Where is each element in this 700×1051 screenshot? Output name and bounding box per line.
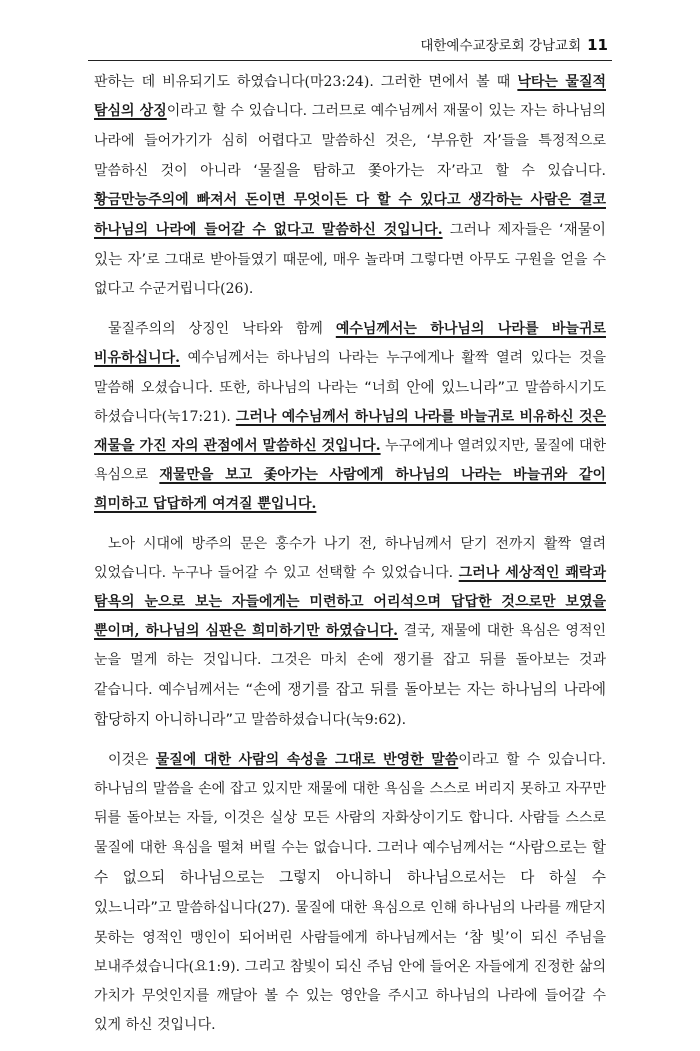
- emphasis-text: 낙타는 물질적 탐심의 상징: [94, 74, 606, 119]
- text-run: 고 말씀하셨습니다(눅9:62).: [233, 712, 407, 728]
- paragraph: [94, 315, 606, 519]
- text-run: 노아 시대에 방주의 문은 홍수가 나기 전, 하나님께서 닫기 전까지 활짝 열려 있었습니다. 누구나 들어갈 수 있고 선택할 수 있었습니다.: [94, 536, 606, 581]
- paragraph: [94, 68, 606, 304]
- text-run: 판하는 데 비유되기도 하였습니다(마23:24). 그러한 면에서 볼 때: [94, 74, 518, 90]
- emphasis-text: 재물만을 보고 좇아가는 사람에게 하나님의 나라는 바늘귀와 같이 희미하고 답답하게 여겨질 뿐입니다.: [94, 467, 607, 512]
- text-run: 결국, 재물에 대한 욕심은 영적인 눈을 멀게 하는 것입니다. 그것은 마치 손에 쟁기를 잡고 뒤를 돌아보는 것과 같습니다. 예수님께서는: [94, 623, 606, 698]
- text-run: 누구에게나 열려있지만, 물질에 대한 욕심으로: [94, 438, 606, 483]
- text-run: 물질주의의 상징인 낙타와 함께: [108, 321, 336, 337]
- text-run: 그러나 제자들은: [442, 222, 560, 238]
- text-run: 들을 특정적으로 말씀하신 것이 아니라: [94, 133, 606, 179]
- text-run: 라고 할 수 있습니다.: [455, 163, 606, 179]
- emphasis-text: 황금만능주의에 빠져서 돈이면 무엇이든 다 할 수 있다고 생각하는 사람은 결코 하나님의 나라에 들어갈 수 없다고 말씀하신 것입니다.: [94, 192, 606, 238]
- text-run: 예수님께서는 하나님의 나라는 누구에게나 활짝 열려 있다는 것을 말씀해 오셨습니다. 또한, 하나님의 나라는: [94, 350, 606, 396]
- quoted-text: ‘재물이 있는 자’: [94, 221, 606, 268]
- quoted-text: ‘물질을 탐하고 쫓아가는 자’: [253, 162, 456, 179]
- emphasis-text: 그러나 세상적인 쾌락과 탐욕의 눈으로 보는 자들에게는 미련하고 어리석으며 답답한 것으로만 보였을 뿐이며, 하나님의 심판은 희미하기만 하였습니다.: [94, 565, 606, 639]
- quoted-text: ‘부유한 자’: [426, 132, 502, 149]
- church-name: 대한예수교장로회 강남교회: [420, 38, 582, 54]
- text-run: 고 말씀하시기도 하셨습니다(눅17:21).: [94, 380, 606, 425]
- text-run: 이라고 할 수 있습니다. 그러므로 예수님께서 재물이 있는 자는 하나님의 나라에 들어가기가 심히 어렵다고 말씀하신 것은,: [94, 103, 606, 149]
- text-run: 이것은: [108, 752, 156, 768]
- paragraph: [94, 746, 606, 1040]
- text-run: 로 그대로 받아들였기 때문에, 매우 놀라며 그렇다면 아무도 구원을 얻을 수 없다고 수군거립니다(26).: [94, 252, 606, 297]
- emphasis-text: 그러나 예수님께서 하나님의 나라를 바늘귀로 비유하신 것은 재물을 가진 자의 관점에서 말씀하신 것입니다.: [94, 409, 606, 454]
- text-run: 이 되신 주님을 보내주셨습니다(요1:9). 그리고 참빛이 되신 주님 안에 들어온 자들에게 진정한 삶의 가치가 무엇인지를 깨달아 볼 수 있는 영안을 주시고 하나님의 나라에 들어갈 수 있게 하신 것입니다.: [94, 930, 606, 1033]
- quoted-text: ‘참 빛’: [464, 929, 510, 946]
- text-run: 이라고 할 수 있습니다. 하나님의 말씀을 손에 잡고 있지만 재물에 대한 욕심을 스스로 버리지 못하고 자꾸만 뒤를 돌아보는 자들, 이것은 실상 모든 사람의 자화상이기도 합니다. 사람들 스스로 물질에 대한 욕심을 떨쳐 버릴 수는 없습니다. 그러나 예수님께서는: [94, 752, 606, 856]
- quoted-text: “사람으로는 할 수 없으되 하나님으로는 그렇지 아니하니 하나님으로서는 다 하실 수 있느니라”: [94, 839, 606, 916]
- running-header: [420, 34, 608, 54]
- quoted-text: “손에 쟁기를 잡고 뒤를 돌아보는 자는 하나님의 나라에 합당하지 아니하니라”: [94, 681, 606, 728]
- emphasis-text: 물질에 대한 사람의 속성을 그대로 반영한 말씀: [155, 752, 459, 768]
- emphasis-text: 예수님께서는 하나님의 나라를 바늘귀로 비유하십니다.: [94, 321, 606, 366]
- paragraph: [94, 530, 606, 735]
- text-run: 고 말씀하십니다(27). 물질에 대한 욕심으로 인해 하나님의 나라를 깨닫지 못하는 영적인 맹인이 되어버린 사람들에게 하나님께서는: [94, 900, 606, 946]
- page-number: 11: [587, 36, 608, 54]
- quoted-text: “너희 안에 있느니라”: [364, 379, 506, 396]
- body-text: [94, 68, 606, 1051]
- header-rule: [88, 60, 612, 61]
